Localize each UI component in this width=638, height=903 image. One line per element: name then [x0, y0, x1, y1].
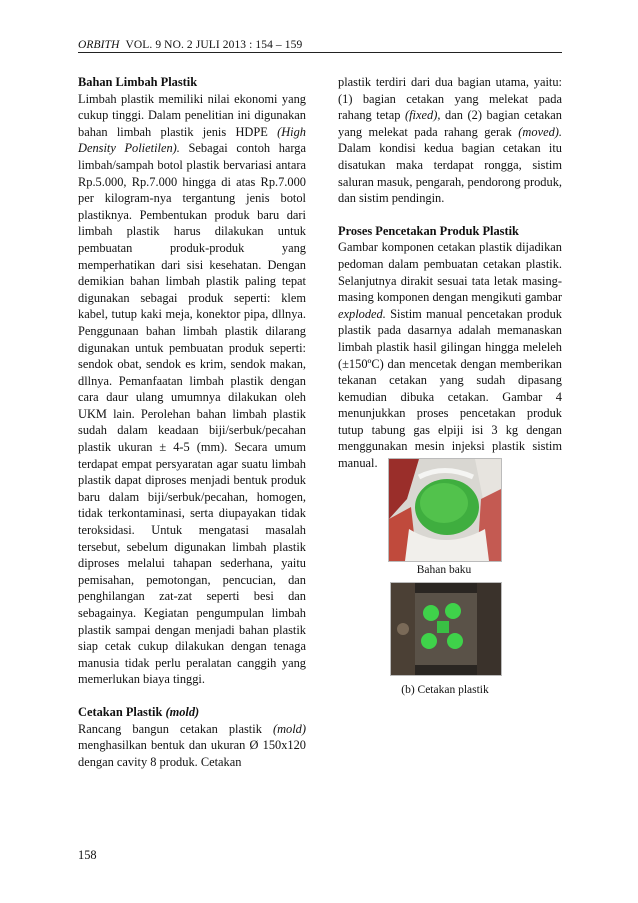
text-run: Dalam kondisi kedua bagian cetakan itu disatukan maka terdapat rongga, sistim saluran masuk, pengarah, pendorong produk, dan sistim pendingin. [338, 141, 562, 206]
text-run-italic: (mold) [272, 721, 306, 736]
caption-cetakan-plastik: (b) Cetakan plastik [401, 684, 489, 696]
text-run: Cetakan Plastik [78, 704, 166, 719]
section-title-proses: Proses Pencetakan Produk Plastik [338, 223, 519, 238]
left-column [78, 74, 306, 770]
volume-info: VOL. 9 NO. 2 JULI 2013 : 154 – 159 [125, 39, 303, 51]
text-run: dan (2) bagian cetakan yang melekat pada rahang gerak [338, 108, 562, 139]
text-run-italic: (High Density Polietilen). [78, 124, 306, 156]
section-title-bahan-limbah: Bahan Limbah Plastik [78, 75, 198, 89]
text-run-italic: (moved). [518, 124, 562, 139]
text-run: Sebagai contoh harga limbah/sampah botol plastik bervariasi antara Rp.5.000, Rp.7.000 hingga di atas Rp.7.000 per kilogram-nya tergantung jenis botol plastiknya. Pembentukan produk baru dari limbah plastik harus dilakukan untuk pembuatan produk-produk yang memperhatikan dari sisi kesehatan. Dengan demikian bahan limbah plastik paling tepat digunakan sebagai produk seperti: klem kabel, tutup kaki meja, konektor pipa, dllnya. Penggunaan bahan limbah plastik dilarang digunakan untuk pembuatan produk seperti: sendok obat, sendok es krim, sendok makan, dllnya. Pemanfaatan limbah plastik dengan cara daur ulang umumnya dilakukan oleh UKM lain. Perolehan bahan limbah plastik sudah dalam keadaan biji/serbuk/pecahan plastik ukuran ± 4-5 (mm). Secara umum terdapat empat persyaratan agar suatu limbah plastik dapat diproses menjadi bentuk produk baru dalam biji/serbuk/pecahan, homogen, tidak terkontaminasi, serta diupayakan tidak teroksidasi. Untuk mengatasi masalah tersebut, sebelum digunakan limbah plastik diproses melalui tahapan sederhana, yaitu pemisahan, pemotongan, pencucian, dan penghilangan zat-zat seperti besi dan sebagainya. Kegiatan pengumpulan limbah plastik sampai dengan menjadi bahan plastik siap cetak cukup dilakukan dengan tenaga manusia tidak perlu peralatan canggih yang memerlukan biaya tinggi. [78, 141, 306, 687]
figure-cetakan-plastik [390, 582, 500, 696]
text-run: menghasilkan bentuk dan ukuran Ø 150x120 dengan cavity 8 produk. Cetakan [78, 738, 306, 769]
mold-photo [390, 582, 502, 676]
caption-bahan-baku: Bahan baku [416, 564, 472, 576]
section-title-cetakan [78, 704, 306, 721]
text-run-italic: (fixed), [404, 108, 441, 123]
text-run: Sistim manual pencetakan produk plastik pada dasarnya adalah memanaskan limbah plastik hasil gilingan hingga meleleh (±150ºC) dan mencetak dengan memberikan tekanan cetakan yang sudah dipasang kemudian dibuka cetakan. Gambar 4 menunjukkan proses pencetakan produk tutup tabung gas elpiji isi 3 kg dengan menggunakan mesin injeksi plastik sistim manual. [338, 306, 562, 471]
paragraph-cetakan [78, 721, 306, 771]
paragraph-cetakan-cont [338, 74, 562, 207]
text-run: plastik terdiri dari dua bagian utama, yaitu: (1) bagian cetakan yang melekat pada rahang tetap [338, 75, 562, 123]
text-run: Gambar komponen cetakan plastik dijadikan pedoman dalam pembuatan cetakan plastik. Selanjutnya dirakit sesuai tata letak masing-masing komponen dengan mengikuti gambar [338, 240, 562, 305]
journal-name: ORBITH [78, 39, 120, 51]
figure-bahan-baku [388, 458, 500, 576]
raw-material-photo [388, 458, 502, 562]
paragraph-bahan-limbah [78, 91, 306, 688]
page-number: 158 [78, 848, 97, 862]
running-header [78, 39, 562, 53]
text-run: Limbah plastik memiliki nilai ekonomi yang cukup tinggi. Dalam penelitian ini digunakan bahan limbah plastik jenis HDPE [78, 91, 306, 139]
text-run: Rancang bangun cetakan plastik [78, 721, 273, 736]
paragraph-proses [338, 239, 562, 471]
right-column [338, 74, 562, 472]
text-run-italic: (mold) [165, 704, 200, 719]
text-run-italic: exploded. [338, 306, 386, 321]
